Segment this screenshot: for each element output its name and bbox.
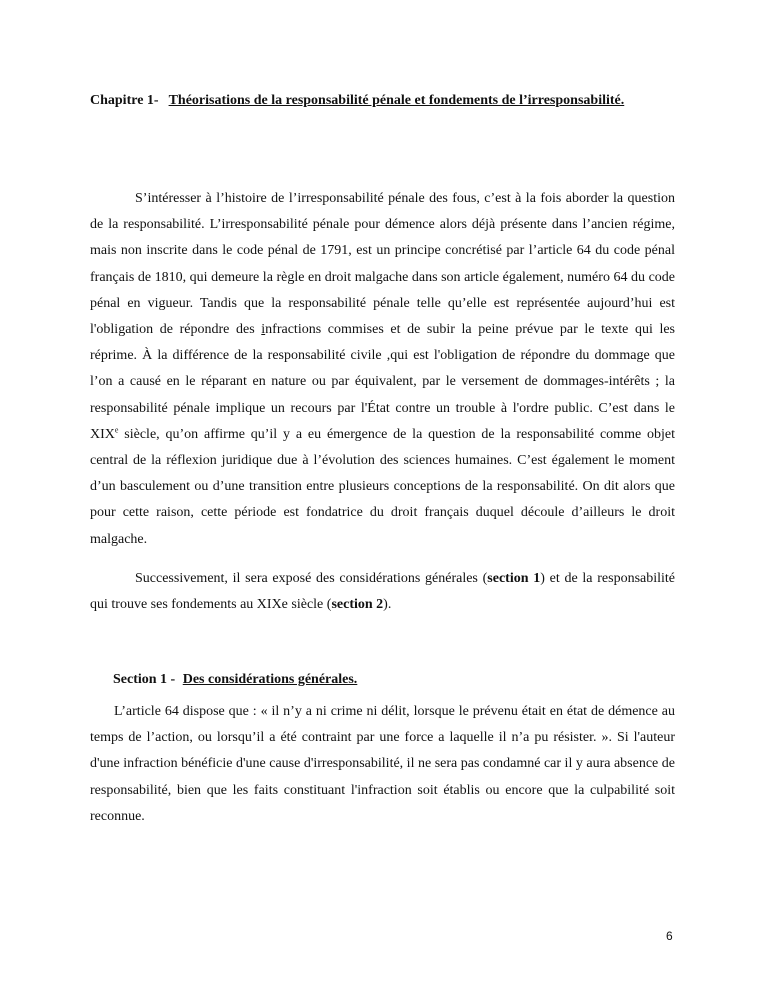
section-label: Section 1 - xyxy=(113,672,176,687)
chapter-label: Chapitre 1- xyxy=(90,93,159,108)
section-2-reference: section 2 xyxy=(331,597,384,613)
paragraph-plan-part3: ). xyxy=(383,597,392,613)
page-number: 6 xyxy=(666,929,673,943)
chapter-title: Théorisations de la responsabilité pénale et fondements de l’irresponsabilité. xyxy=(168,93,625,108)
paragraph-intro-part2: nfractions commises et de subir la peine prévue par le texte qui les réprime. À la différence de la responsabilité civile ,qui est l'obligation de répondre du dommage que l’on a causé en le réparant en nature ou par équivalent, par le versement de dommages-intérêts ; la responsabilité pénale implique un recours par l'État contre un trouble à l'ordre public. C’est dans le XIX xyxy=(90,322,675,442)
paragraph-article-64: L’article 64 dispose que : « il n’y a ni crime ni délit, lorsque le prévenu était en état de démence au temps de l’action, ou lorsqu’il a été contraint par une force a laquelle il n’a pu résister. ». Si l'auteur d'une infraction bénéficie d'une cause d'irresponsabilité, il ne sera pas condamné car il y aura absence de responsabilité, bien que les faits constituant l'infraction soit établis ou encore que la culpabilité soit reconnue. xyxy=(90,704,675,824)
section-heading xyxy=(113,667,357,693)
paragraph-plan-part1: Successivement, il sera exposé des considérations générales ( xyxy=(135,571,488,586)
paragraph-intro xyxy=(90,186,675,553)
paragraph-plan-part2: ) et de la responsabilité qui trouve ses fondements au XIXe siècle ( xyxy=(90,571,675,613)
section-title: Des considérations générales. xyxy=(182,672,358,687)
paragraph-intro-part3: siècle, qu’on affirme qu’il y a eu émergence de la question de la responsabilité comme objet central de la réflexion juridique due à l’évolution des sciences humaines. C’est également le moment d’un basculement ou d’une transition entre plusieurs conceptions de la responsabilité. On dit alors que pour cette raison, cette période est fondatrice du droit français duquel découle d’ailleurs le droit malgache. xyxy=(90,426,675,547)
paragraph-intro-part1: S’intéresser à l’histoire de l’irresponsabilité pénale des fous, c’est à la fois aborder la question de la responsabilité. L’irresponsabilité pénale pour démence alors déjà présente dans l’ancien régime, mais non inscrite dans le code pénal de 1791, est un principe concrétisé par l’article 64 du code pénal français de 1810, qui demeure la règle en droit malgache dans son article également, numéro 64 du code pénal en vigueur. Tandis que la responsabilité pénale telle qu’elle est représentée aujourd’hui est l'obligation de répondre des xyxy=(90,191,675,338)
paragraph-plan xyxy=(90,566,675,618)
section-1-reference: section 1 xyxy=(487,571,541,586)
paragraph-intro-underlined-letter: i xyxy=(261,322,266,338)
chapter-heading xyxy=(90,87,675,114)
century-superscript: e xyxy=(114,425,119,435)
